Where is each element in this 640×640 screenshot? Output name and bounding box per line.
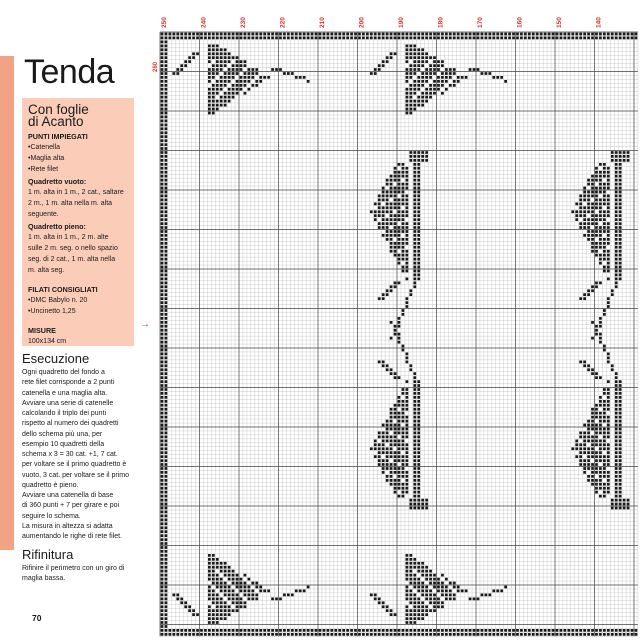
filet-chart (148, 0, 640, 640)
vuoto-line: seguente. (28, 211, 59, 218)
info-heading-line-1: Con foglie (28, 102, 89, 117)
pieno-line: 1 m. alta in 1 m., 2 m. alte (28, 234, 109, 241)
misure-value: 100x134 cm (28, 338, 67, 345)
pieno-line: sulle 2 m. seg. o nello spazio (28, 245, 118, 252)
text-line: per voltare se il primo quadretto è (22, 461, 127, 469)
column-number: 140 (595, 17, 603, 28)
column-number: 230 (240, 17, 247, 28)
text-line: schema x 3 = 30 cat. +1, 7 cat. (22, 451, 118, 458)
text-line: Avviare una serie di catenelle (22, 399, 114, 407)
column-number: 220 (279, 17, 287, 28)
page-title: Tenda (24, 53, 115, 91)
rifinitura-title: Rifinitura (22, 547, 74, 562)
pieno-line: seg. di 2 cat., 1 m. alta nella (28, 256, 116, 263)
punto-item: • Catenella (28, 142, 128, 153)
vuoto-label: Quadretto vuoto: (28, 177, 87, 186)
esecuzione-text (22, 368, 140, 542)
text-line: rete filet corrisponde a 2 punti (22, 379, 115, 387)
text-line: maglia bassa. (22, 575, 66, 583)
text-line: di 360 punti + 7 per girare e poi (22, 502, 120, 510)
text-line: Ogni quadretto del fondo a (22, 369, 105, 376)
text-line: Avviare una catenella di base (22, 492, 114, 499)
column-number: 200 (358, 17, 366, 28)
punto-item: • Rete filet (28, 164, 128, 175)
text-line: aumentando le righe di rete filet. (22, 533, 123, 540)
misure-label: MISURE (28, 326, 56, 335)
column-number: 160 (516, 17, 524, 28)
punti-label: PUNTI IMPIEGATI (28, 132, 88, 141)
info-heading-line-2: di Acanto (28, 114, 84, 129)
esecuzione-section (22, 352, 140, 542)
text-line: calcolando il triplo dei punti (22, 410, 107, 417)
text-line: esempio 10 quadretti della (22, 440, 105, 448)
vuoto-line: 2 m., 1 m. alta nella m. alta (28, 200, 113, 207)
column-number: 150 (556, 17, 563, 28)
text-line: La misura in altezza si adatta (22, 522, 113, 530)
vuoto-line: 1 m. alta in 1 m., 2 cat., saltare (28, 189, 124, 196)
accent-bar (0, 56, 14, 550)
info-heading (28, 104, 128, 128)
text-line: quadretto è pieno. (22, 481, 79, 489)
column-number: 240 (200, 17, 208, 28)
filato-item: • DMC Babylo n. 20 (28, 295, 128, 306)
info-box (22, 98, 134, 346)
filati-label: FILATI CONSIGLIATI (28, 285, 98, 294)
column-number: 170 (476, 17, 484, 28)
rifinitura-text (22, 564, 140, 585)
column-number: 210 (319, 17, 326, 28)
filato-item: • Uncinetto 1,25 (28, 306, 128, 317)
column-number: 250 (160, 17, 168, 28)
column-number: 190 (398, 17, 405, 28)
punto-item: • Maglia alta (28, 153, 128, 164)
rifinitura-section (22, 548, 140, 585)
row-number: 260 (153, 61, 159, 72)
pieno-label: Quadretto pieno: (28, 222, 86, 231)
text-line: rispetto al numero dei quadretti (22, 420, 119, 428)
text-line: seguire lo schema. (22, 512, 81, 520)
text-line: catenella e una maglia alta. (22, 389, 108, 397)
pieno-line: m. alta seg. (28, 267, 65, 274)
row-marker-arrow-icon: → (140, 319, 150, 330)
page-number: 70 (32, 613, 42, 623)
text-line: Rifinire il perimetro con un giro di (22, 565, 125, 572)
text-line: vuoto, 3 cat. per voltare se il primo (22, 471, 129, 479)
column-number: 180 (437, 17, 445, 28)
text-line: dello schema più una, per (22, 430, 103, 438)
esecuzione-title: Esecuzione (22, 351, 90, 366)
